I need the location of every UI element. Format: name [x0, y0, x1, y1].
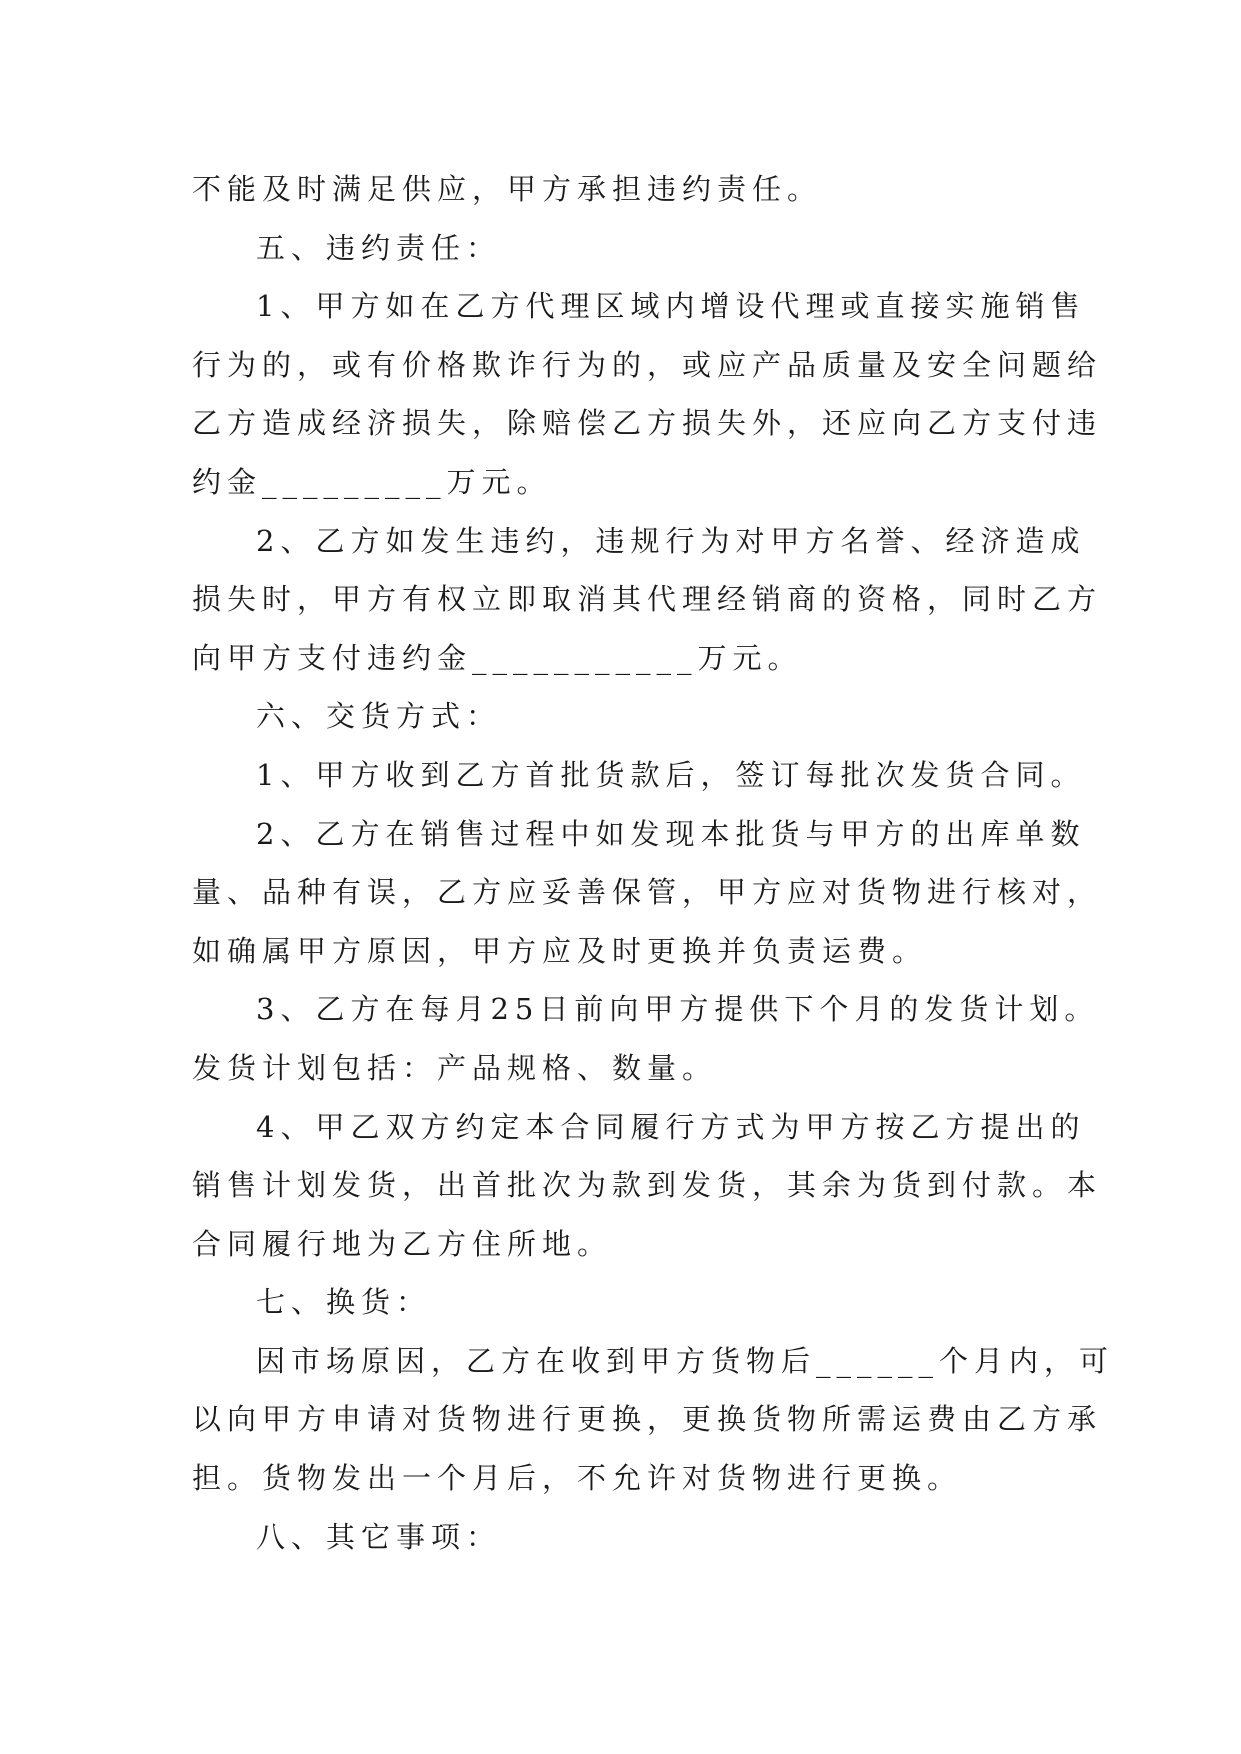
section-heading-exchange: 七、换货： [256, 1285, 432, 1320]
section-heading-breach-liability: 五、违约责任： [256, 230, 502, 265]
paragraph-line: 1、甲方收到乙方首批货款后，签订每批次发货合同。 [256, 757, 1086, 792]
paragraph-line: 合同履行地为乙方住所地。 [192, 1226, 613, 1261]
document-body [192, 160, 1115, 1566]
paragraph-line: 损失时，甲方有权立即取消其代理经销商的资格，同时乙方 [192, 582, 1103, 617]
paragraph-line: 乙方造成经济损失，除赔偿乙方损失外，还应向乙方支付违 [192, 406, 1103, 441]
paragraph-line: 担。货物发出一个月后，不允许对货物进行更换。 [192, 1461, 963, 1496]
paragraph-line: 行为的，或有价格欺诈行为的，或应产品质量及安全问题给 [192, 347, 1103, 382]
paragraph-line: 如确属甲方原因，甲方应及时更换并负责运费。 [192, 933, 928, 968]
paragraph-line: 量、品种有误，乙方应妥善保管，甲方应对货物进行核对， [192, 875, 1103, 910]
paragraph-line: 3、乙方在每月25日前向甲方提供下个月的发货计划。 [256, 992, 1100, 1027]
section-heading-other-matters: 八、其它事项： [256, 1519, 502, 1554]
paragraph-line: 1、甲方如在乙方代理区域内增设代理或直接实施销售 [256, 289, 1086, 324]
paragraph-line: 2、乙方如发生违约，违规行为对甲方名誉、经济造成 [256, 523, 1086, 558]
paragraph-line: 不能及时满足供应，甲方承担违约责任。 [192, 172, 823, 206]
paragraph-line: 2、乙方在销售过程中如发现本批货与甲方的出库单数 [256, 816, 1086, 851]
paragraph-line: 销售计划发货，出首批次为款到发货，其余为货到付款。本 [192, 1168, 1103, 1203]
paragraph-line: 以向甲方申请对货物进行更换，更换货物所需运费由乙方承 [192, 1402, 1103, 1437]
paragraph-line: 约金_________万元。 [192, 464, 552, 499]
section-heading-delivery-method: 六、交货方式： [256, 699, 502, 734]
paragraph-line: 因市场原因，乙方在收到甲方货物后______个月内，可 [256, 1343, 1115, 1378]
paragraph-line: 4、甲乙双方约定本合同履行方式为甲方按乙方提出的 [256, 1109, 1086, 1144]
paragraph-line: 发货计划包括：产品规格、数量。 [192, 1050, 718, 1085]
paragraph-line: 向甲方支付违约金___________万元。 [192, 640, 803, 675]
